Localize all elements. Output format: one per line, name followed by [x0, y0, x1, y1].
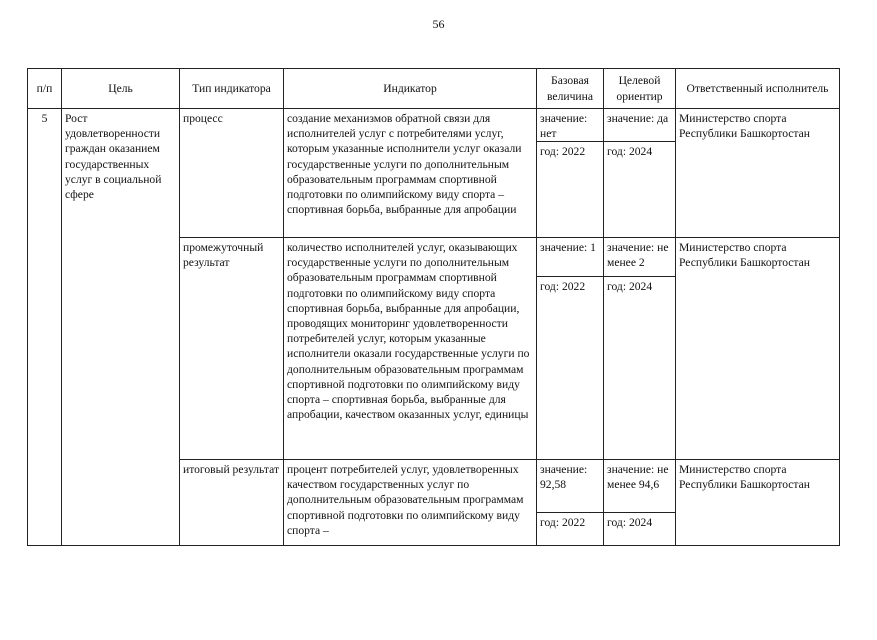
indicator-type: промежуточный результат	[180, 238, 284, 460]
header-base: Базовая величина	[537, 69, 604, 109]
header-responsible: Ответственный исполнитель	[676, 69, 840, 109]
target-value: значение: да	[604, 109, 675, 142]
indicators-table	[27, 68, 840, 546]
indicator-type: итоговый результат	[180, 460, 284, 546]
indicator-text: создание механизмов обратной связи для исполнителей услуг с потребителями услуг, которым указанные исполнители услуг оказали государственные услуги по дополнительным образовательным программам спортивной подготовки по олимпийскому виду спорта – спортивная борьба, выбранные для апробации	[284, 109, 537, 238]
target-year: год: 2024	[607, 280, 653, 293]
base-year: год: 2022	[540, 516, 586, 529]
target-year: год: 2024	[607, 145, 653, 158]
header-target: Целевой ориентир	[604, 69, 676, 109]
indicator-type: процесс	[180, 109, 284, 238]
target-cell	[604, 238, 676, 460]
responsible-cell: Министерство спорта Республики Башкортостан	[676, 460, 840, 546]
target-cell	[604, 109, 676, 238]
base-value: значение: 1	[537, 238, 603, 277]
target-year: год: 2024	[607, 516, 653, 529]
indicator-text: количество исполнителей услуг, оказывающих государственные услуги по дополнительным образовательным программам спортивной подготовки по олимпийскому виду спорта спортивная борьба, выбранные для апробации, проводящих мониторинг удовлетворенности потребителей услуг, которым указанные исполнители оказали государственные услуги по дополнительным образовательным программам спортивной подготовки по олимпийскому виду спорта – спортивная борьба, выбранные для апробации, качеством оказанных услуг, единицы	[284, 238, 537, 460]
target-value: значение: не менее 2	[604, 238, 675, 277]
header-goal: Цель	[62, 69, 180, 109]
indicator-text: процент потребителей услуг, удовлетворенных качеством государственных услуг по дополнительным образовательным программам спортивной подготовки по олимпийскому виду спорта –	[284, 460, 537, 546]
base-value: значение: 92,58	[537, 460, 603, 513]
base-cell	[537, 238, 604, 460]
base-cell	[537, 460, 604, 546]
page-number: 56	[432, 17, 445, 31]
responsible-cell: Министерство спорта Республики Башкортостан	[676, 109, 840, 238]
header-type: Тип индикатора	[180, 69, 284, 109]
base-cell	[537, 109, 604, 238]
base-year: год: 2022	[540, 280, 586, 293]
target-cell	[604, 460, 676, 546]
target-value: значение: не менее 94,6	[604, 460, 675, 513]
row-number: 5	[28, 109, 62, 546]
base-value: значение: нет	[537, 109, 603, 142]
goal-cell: Рост удовлетворенности граждан оказанием государственных услуг в социальной сфере	[62, 109, 180, 546]
header-indicator: Индикатор	[284, 69, 537, 109]
header-num: п/п	[28, 69, 62, 109]
base-year: год: 2022	[540, 145, 586, 158]
table-row	[28, 109, 840, 238]
table-header-row	[28, 69, 840, 109]
responsible-cell: Министерство спорта Республики Башкортостан	[676, 238, 840, 460]
